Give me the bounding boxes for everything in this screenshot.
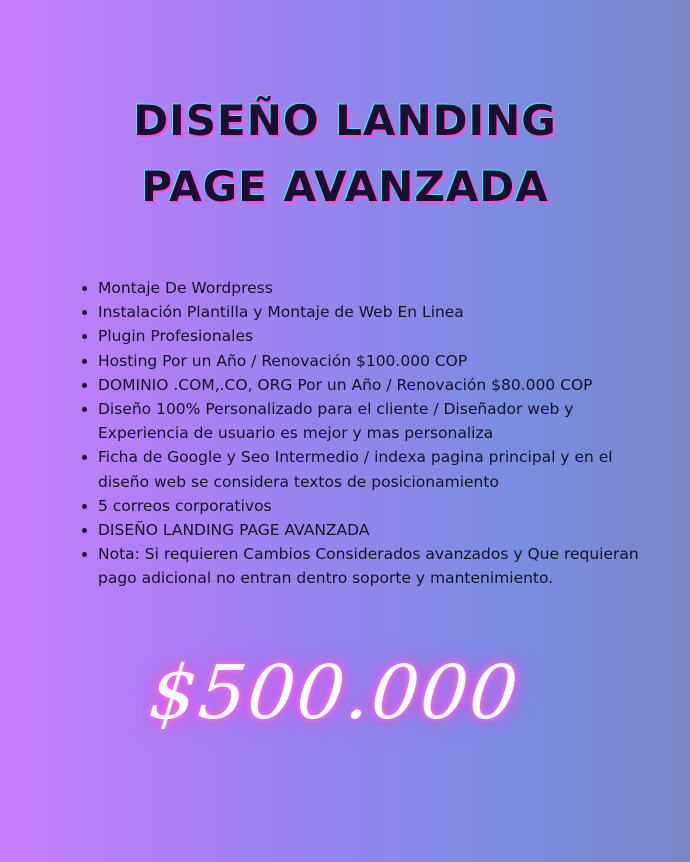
title-line-1: DISEÑO LANDING xyxy=(133,96,557,145)
list-item: • DISEÑO LANDING PAGE AVANZADA xyxy=(98,518,668,542)
list-item: • Diseño 100% Personalizado para el cliente / Diseñador web y Experiencia de usuario es mejor y mas personaliza xyxy=(98,397,668,445)
list-item: • Nota: Si requieren Cambios Considerados avanzados y Que requieran pago adicional no entran dentro soporte y mantenimiento. xyxy=(98,542,668,590)
list-item: • DOMINIO .COM,.CO, ORG Por un Año / Renovación $80.000 COP xyxy=(98,373,668,397)
feature-list xyxy=(78,276,668,591)
list-item: • Montaje De Wordpress xyxy=(98,276,668,300)
list-item: • Plugin Profesionales xyxy=(98,324,668,348)
list-item: • Instalación Plantilla y Montaje de Web En Linea xyxy=(98,300,668,324)
title-line-2: PAGE AVANZADA xyxy=(141,162,549,211)
list-item: • Ficha de Google y Seo Intermedio / indexa pagina principal y en el diseño web se considera textos de posicionamiento xyxy=(98,445,668,493)
page-title xyxy=(0,88,690,220)
list-item: • 5 correos corporativos xyxy=(98,494,668,518)
list-item: • Hosting Por un Año / Renovación $100.000 COP xyxy=(98,349,668,373)
price-label: $500.000 xyxy=(145,650,524,736)
